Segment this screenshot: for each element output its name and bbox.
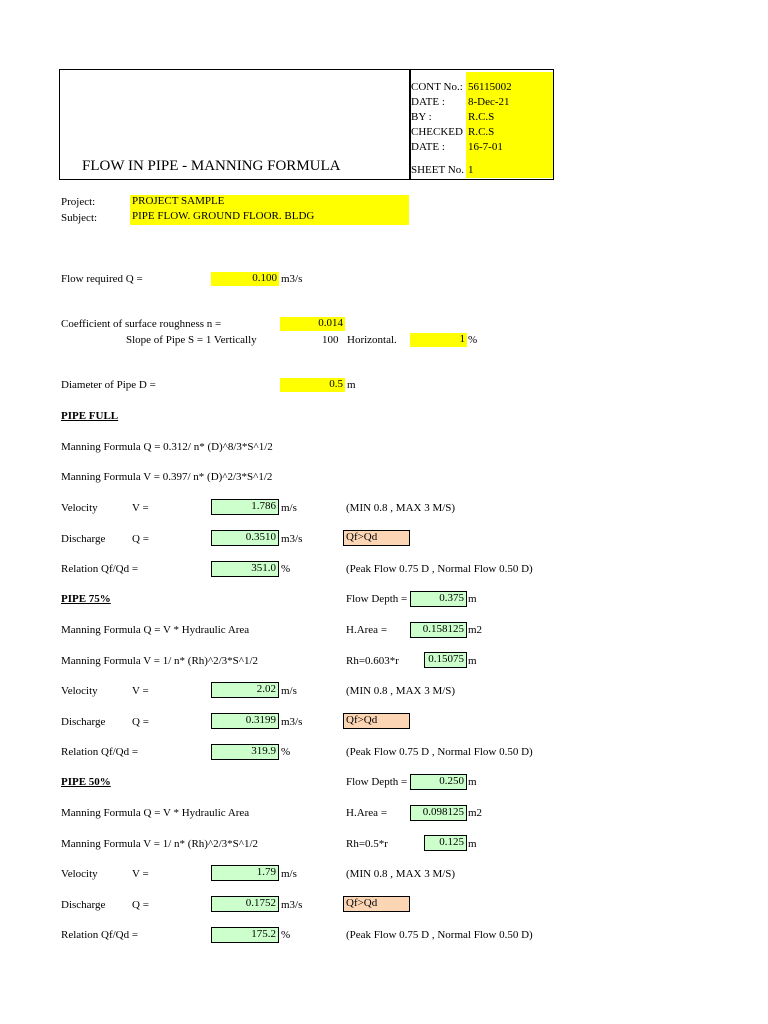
flow-label: Flow required Q = (61, 273, 143, 285)
pipe-full-discharge-sym: Q = (132, 533, 149, 545)
pipe-50-heading: PIPE 50% (61, 776, 111, 788)
pipe-full-formula2: Manning Formula V = 0.397/ n* (D)^2/3*S^1/2 (61, 471, 273, 483)
cont-no-value: 56115002 (468, 81, 512, 93)
pipe-50-depth-unit: m (468, 776, 477, 788)
pipe-50-depth-value: 0.250 (410, 774, 467, 790)
pipe-75-relation-note: (Peak Flow 0.75 D , Normal Flow 0.50 D) (346, 746, 533, 758)
pipe-full-velocity-label: Velocity (61, 502, 98, 514)
pipe-75-relation-value: 319.9 (211, 744, 279, 760)
cont-no-label: CONT No.: (411, 81, 463, 93)
pipe-75-velocity-sym: V = (132, 685, 149, 697)
pipe-50-relation-label: Relation Qf/Qd = (61, 929, 139, 941)
pipe-75-area-value: 0.158125 (410, 622, 467, 638)
by-label: BY : (411, 111, 432, 123)
page-title: FLOW IN PIPE - MANNING FORMULA (82, 158, 341, 174)
pipe-75-heading: PIPE 75% (61, 593, 111, 605)
pipe-50-velocity-sym: V = (132, 868, 149, 880)
pipe-50-area-value: 0.098125 (410, 805, 467, 821)
pipe-75-relation-unit: % (281, 746, 291, 758)
pipe-full-formula1: Manning Formula Q = 0.312/ n* (D)^8/3*S^1/2 (61, 441, 273, 453)
pipe-50-discharge-value: 0.1752 (211, 896, 279, 912)
pipe-75-depth-unit: m (468, 593, 477, 605)
pipe-75-rh-unit: m (468, 655, 477, 667)
pipe-75-discharge-unit: m3/s (281, 716, 303, 728)
pipe-50-depth-label: Flow Depth = (346, 776, 408, 788)
pipe-50-rh-label: Rh=0.5*r (346, 838, 388, 850)
pipe-full-discharge-label: Discharge (61, 533, 106, 545)
pipe-50-relation-unit: % (281, 929, 291, 941)
project-value[interactable]: PROJECT SAMPLE (130, 195, 409, 210)
pipe-full-relation-label: Relation Qf/Qd = (61, 563, 139, 575)
pipe-full-check-badge: Qf>Qd (343, 530, 410, 546)
pipe-50-discharge-label: Discharge (61, 899, 106, 911)
date-label: DATE : (411, 96, 445, 108)
pipe-50-formula1: Manning Formula Q = V * Hydraulic Area (61, 807, 250, 819)
checked-value: R.C.S (468, 126, 495, 138)
pipe-75-discharge-value: 0.3199 (211, 713, 279, 729)
pipe-75-relation-label: Relation Qf/Qd = (61, 746, 139, 758)
pipe-full-relation-value: 351.0 (211, 561, 279, 577)
sheet-no-value: 1 (468, 164, 474, 176)
pipe-50-formula2: Manning Formula V = 1/ n* (Rh)^2/3*S^1/2 (61, 838, 259, 850)
pipe-50-area-unit: m2 (468, 807, 483, 819)
pipe-75-velocity-value: 2.02 (211, 682, 279, 698)
pipe-50-discharge-unit: m3/s (281, 899, 303, 911)
pipe-full-velocity-unit: m/s (281, 502, 297, 514)
subject-value[interactable]: PIPE FLOW. GROUND FLOOR. BLDG (130, 210, 409, 225)
pipe-75-velocity-unit: m/s (281, 685, 297, 697)
diameter-unit: m (347, 379, 356, 391)
pipe-75-formula1: Manning Formula Q = V * Hydraulic Area (61, 624, 250, 636)
pipe-75-velocity-note: (MIN 0.8 , MAX 3 M/S) (346, 685, 456, 697)
pipe-full-velocity-value: 1.786 (211, 499, 279, 515)
pipe-full-velocity-note: (MIN 0.8 , MAX 3 M/S) (346, 502, 456, 514)
pipe-50-check-badge: Qf>Qd (343, 896, 410, 912)
pipe-50-area-label: H.Area = (346, 807, 388, 819)
pipe-full-discharge-unit: m3/s (281, 533, 303, 545)
pipe-75-rh-value: 0.15075 (424, 652, 467, 668)
slope-horizontal-label: Horizontal. (347, 334, 397, 346)
flow-value[interactable]: 0.100 (211, 272, 279, 286)
pipe-50-relation-note: (Peak Flow 0.75 D , Normal Flow 0.50 D) (346, 929, 533, 941)
pipe-75-area-unit: m2 (468, 624, 483, 636)
pipe-50-velocity-note: (MIN 0.8 , MAX 3 M/S) (346, 868, 456, 880)
pipe-50-velocity-label: Velocity (61, 868, 98, 880)
checked-label: CHECKED (411, 126, 463, 138)
pipe-full-heading: PIPE FULL (61, 410, 119, 422)
date-value: 8-Dec-21 (468, 96, 510, 108)
pipe-full-relation-unit: % (281, 563, 291, 575)
pipe-75-depth-value: 0.375 (410, 591, 467, 607)
roughness-label: Coefficient of surface roughness n = (61, 318, 222, 330)
pipe-75-area-label: H.Area = (346, 624, 388, 636)
date2-value: 16-7-01 (468, 141, 503, 153)
pipe-75-discharge-sym: Q = (132, 716, 149, 728)
date2-label: DATE : (411, 141, 445, 153)
pipe-50-velocity-value: 1.79 (211, 865, 279, 881)
pipe-75-rh-label: Rh=0.603*r (346, 655, 399, 667)
project-label: Project: (61, 196, 96, 208)
diameter-value[interactable]: 0.5 (280, 378, 345, 392)
pipe-50-relation-value: 175.2 (211, 927, 279, 943)
flow-unit: m3/s (281, 273, 303, 285)
roughness-value[interactable]: 0.014 (280, 317, 345, 331)
pipe-full-velocity-sym: V = (132, 502, 149, 514)
sheet-no-label: SHEET No. (411, 164, 464, 176)
pipe-full-discharge-value: 0.3510 (211, 530, 279, 546)
slope-percent-unit: % (468, 334, 478, 346)
diameter-label: Diameter of Pipe D = (61, 379, 156, 391)
pipe-75-check-badge: Qf>Qd (343, 713, 410, 729)
pipe-50-velocity-unit: m/s (281, 868, 297, 880)
pipe-50-rh-value: 0.125 (424, 835, 467, 851)
pipe-75-depth-label: Flow Depth = (346, 593, 408, 605)
by-value: R.C.S (468, 111, 495, 123)
subject-label: Subject: (61, 212, 98, 224)
pipe-50-rh-unit: m (468, 838, 477, 850)
pipe-75-discharge-label: Discharge (61, 716, 106, 728)
slope-label: Slope of Pipe S = 1 Vertically (126, 334, 257, 346)
slope-horizontal-value: 100 (322, 334, 339, 346)
pipe-75-formula2: Manning Formula V = 1/ n* (Rh)^2/3*S^1/2 (61, 655, 259, 667)
pipe-50-discharge-sym: Q = (132, 899, 149, 911)
pipe-75-velocity-label: Velocity (61, 685, 98, 697)
pipe-full-relation-note: (Peak Flow 0.75 D , Normal Flow 0.50 D) (346, 563, 533, 575)
slope-percent-value[interactable]: 1 (410, 333, 467, 347)
